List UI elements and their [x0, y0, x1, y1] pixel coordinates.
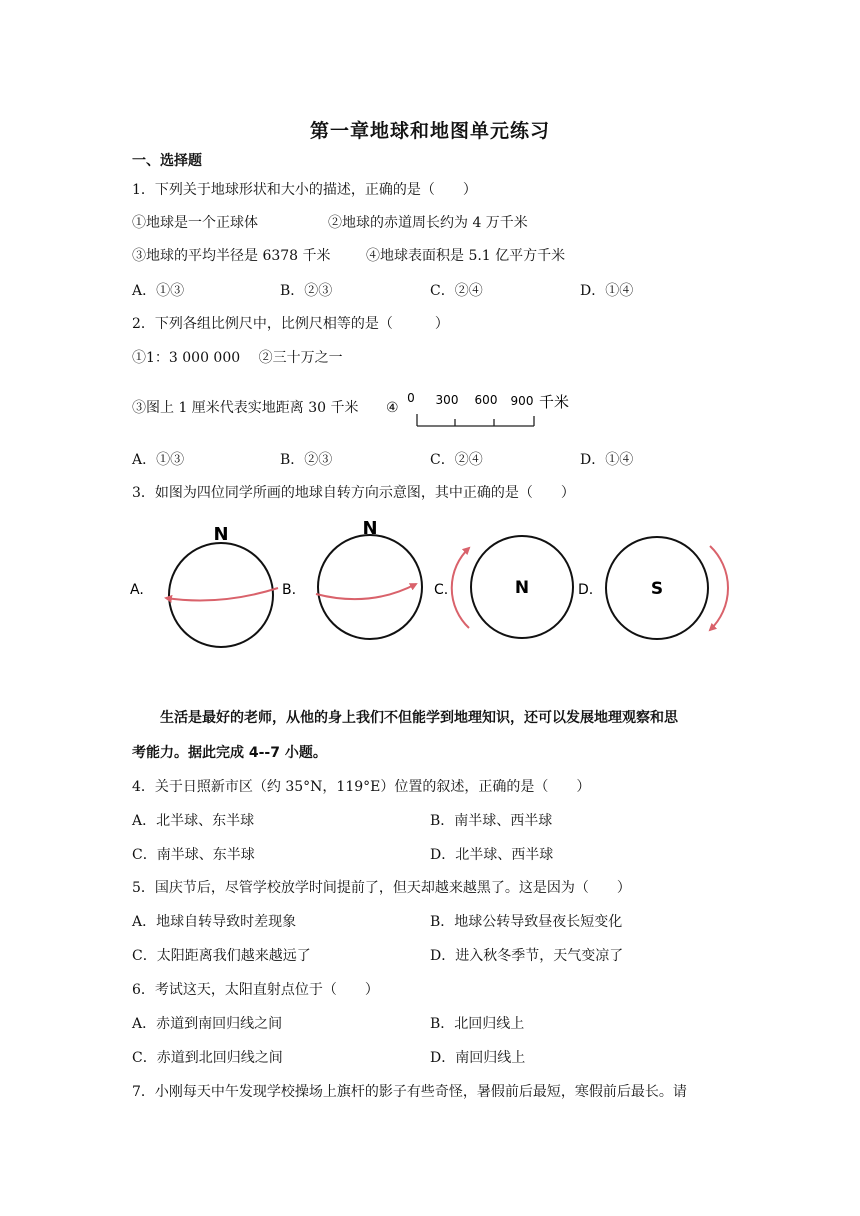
q1-option-b: B．②③	[280, 283, 333, 299]
scale-bar	[417, 414, 534, 426]
globe-a-pole-label: N	[213, 524, 229, 545]
q6-option-d: D．南回归线上	[430, 1050, 526, 1066]
q2-option-a: A．①③	[132, 452, 185, 468]
q3-stem: 3．如图为四位同学所画的地球自转方向示意图，其中正确的是（ ）	[132, 485, 575, 501]
q6-option-c: C．赤道到北回归线之间	[132, 1050, 283, 1066]
scale-label-600: 600	[474, 393, 498, 407]
q1-option-d: D．①④	[580, 283, 634, 299]
q2-statement-4-marker: ④	[386, 400, 399, 416]
q2-statements-1-2: ①1：3 000 000 ②三十万之一	[132, 350, 343, 366]
q1-statement-1: ①地球是一个正球体	[132, 215, 258, 231]
globe-b-arrow	[316, 584, 416, 599]
globe-d-pole-label: S	[650, 579, 664, 599]
q4-stem: 4．关于日照新市区（约 35°N，119°E）位置的叙述，正确的是（ ）	[132, 779, 591, 795]
q2-option-d: D．①④	[580, 452, 634, 468]
q5-option-a: A．地球自转导致时差现象	[132, 914, 297, 930]
q1-statement-2: ②地球的赤道周长约为 4 万千米	[328, 215, 528, 231]
globe-d	[606, 537, 728, 639]
figure-label-a: A.	[130, 582, 144, 598]
q4-option-d: D．北半球、西半球	[430, 847, 554, 863]
q1-option-a: A．①③	[132, 283, 185, 299]
globe-a-arrow	[166, 588, 278, 600]
scale-label-0: 0	[407, 391, 415, 405]
intro-line-2: 考能力。据此完成 4--7 小题。	[132, 745, 327, 761]
q4-option-b: B．南半球、西半球	[430, 813, 553, 829]
q6-option-a: A．赤道到南回归线之间	[132, 1016, 283, 1032]
q5-stem: 5．国庆节后，尽管学校放学时间提前了，但天却越来越黑了。这是因为（ ）	[132, 880, 631, 896]
q2-statement-3: ③图上 1 厘米代表实地距离 30 千米	[132, 400, 359, 416]
q2-option-b: B．②③	[280, 452, 333, 468]
q1-option-c: C．②④	[430, 283, 483, 299]
q5-option-c: C．太阳距离我们越来越远了	[132, 948, 311, 964]
scale-bar-figure	[404, 388, 584, 432]
q1-statement-4: ④地球表面积是 5.1 亿平方千米	[366, 248, 566, 264]
q6-stem: 6．考试这天，太阳直射点位于（ ）	[132, 982, 379, 998]
scale-unit: 千米	[539, 393, 570, 411]
globe-b-pole-label: N	[362, 518, 378, 539]
q1-stem: 1．下列关于地球形状和大小的描述，正确的是（ ）	[132, 182, 477, 198]
q6-option-b: B．北回归线上	[430, 1016, 525, 1032]
intro-line-1: 生活是最好的老师，从他的身上我们不但能学到地理知识，还可以发展地理观察和思	[160, 710, 678, 726]
globe-b	[316, 518, 422, 639]
globe-d-arrow	[710, 546, 728, 630]
q2-option-c: C．②④	[430, 452, 483, 468]
globe-c-arrow	[452, 548, 469, 628]
q4-option-c: C．南半球、东半球	[132, 847, 255, 863]
globe-c	[452, 536, 573, 638]
globe-c-pole-label: N	[514, 578, 530, 598]
q7-stem: 7．小刚每天中午发现学校操场上旗杆的影子有些奇怪，暑假前后最短，寒假前后最长。请	[132, 1084, 687, 1100]
figure-label-d: D.	[578, 582, 594, 598]
q4-option-a: A．北半球、东半球	[132, 813, 255, 829]
globe-a	[166, 524, 278, 647]
q5-option-d: D．进入秋冬季节，天气变凉了	[430, 948, 624, 964]
q1-statement-3: ③地球的平均半径是 6378 千米	[132, 248, 331, 264]
scale-label-900: 900	[510, 394, 534, 408]
q3-figure	[120, 510, 730, 660]
q2-stem: 2．下列各组比例尺中，比例尺相等的是（ ）	[132, 316, 449, 332]
section-heading: 一、选择题	[132, 153, 202, 169]
figure-label-b: B.	[282, 582, 297, 598]
page-title: 第一章地球和地图单元练习	[309, 120, 550, 142]
scale-label-300: 300	[435, 393, 459, 407]
figure-label-c: C.	[434, 582, 449, 598]
q5-option-b: B．地球公转导致昼夜长短变化	[430, 914, 623, 930]
